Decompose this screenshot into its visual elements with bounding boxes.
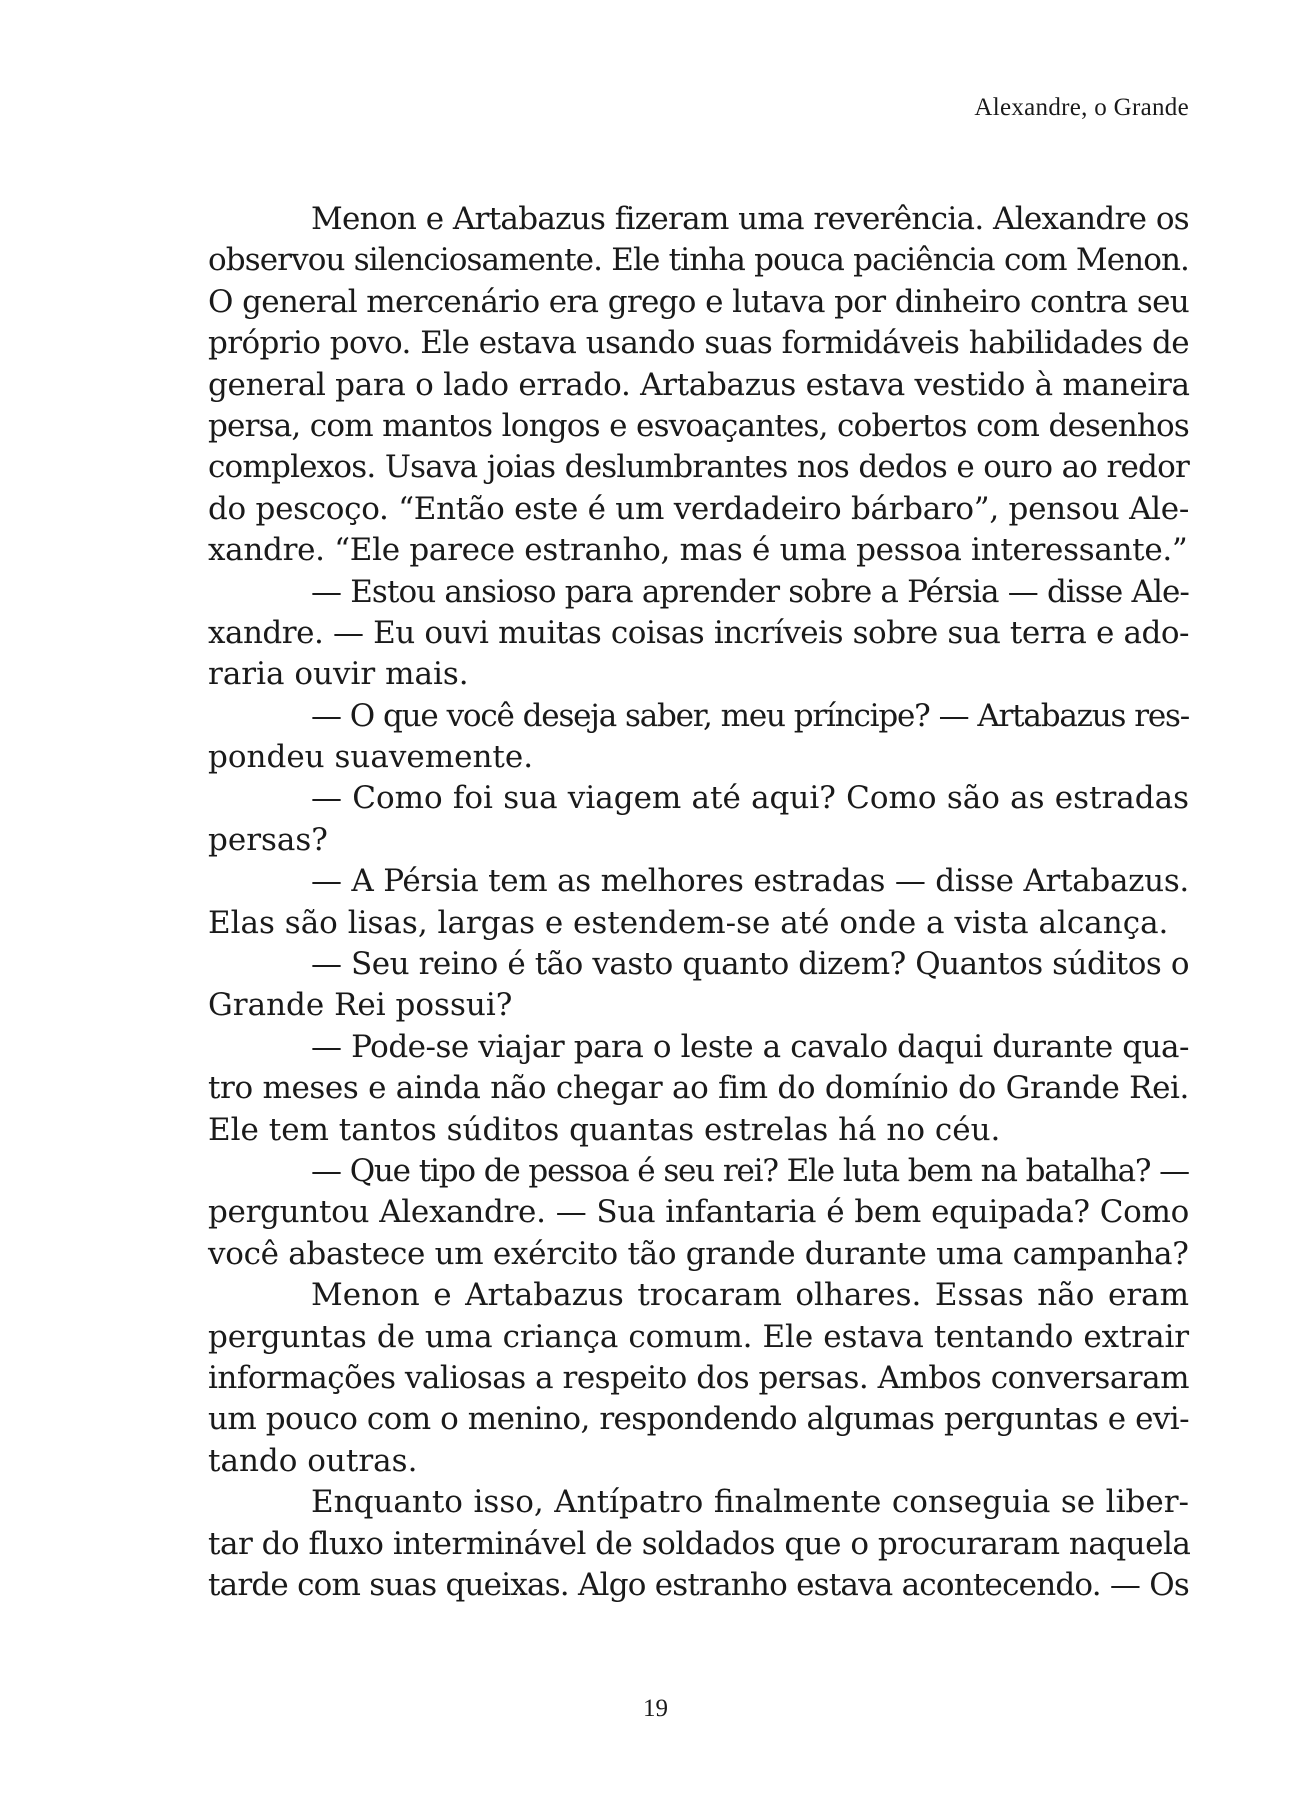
text-line: do pescoço. “Então este é um verdadeiro bárbaro”, pensou Ale- xyxy=(208,490,1189,527)
text-line: O general mercenário era grego e lutava por dinheiro contra seu xyxy=(208,283,1189,320)
text-line: — O que você deseja saber, meu príncipe? — Artabazus res- xyxy=(311,697,1189,734)
text-line: informações valiosas a respeito dos persas. Ambos conversaram xyxy=(208,1359,1189,1396)
text-line: Menon e Artabazus trocaram olhares. Essas não eram xyxy=(311,1277,1189,1314)
text-line: tar do fluxo interminável de soldados que o procuraram naquela xyxy=(208,1525,1191,1562)
text-line: você abastece um exército tão grande durante uma campanha? xyxy=(208,1235,1189,1272)
text-line: tando outras. xyxy=(208,1442,418,1479)
text-line: complexos. Usava joias deslumbrantes nos dedos e ouro ao redor xyxy=(208,449,1189,486)
text-line: — A Pérsia tem as melhores estradas — disse Artabazus. xyxy=(311,863,1189,900)
text-line: — Estou ansioso para aprender sobre a Pérsia — disse Ale- xyxy=(311,573,1189,610)
text-line: Elas são lisas, largas e estendem-se até onde a vista alcança. xyxy=(208,904,1169,941)
text-line: Ele tem tantos súditos quantas estrelas há no céu. xyxy=(208,1111,1001,1148)
text-line: um pouco com o menino, respondendo algumas perguntas e evi- xyxy=(208,1401,1189,1438)
text-line: próprio povo. Ele estava usando suas formidáveis habilidades de xyxy=(208,325,1189,362)
text-line: Grande Rei possui? xyxy=(208,987,513,1024)
text-line: observou silenciosamente. Ele tinha pouca paciência com Menon. xyxy=(208,242,1189,279)
body-text xyxy=(208,199,1189,1606)
text-line: xandre. “Ele parece estranho, mas é uma pessoa interessante.” xyxy=(208,532,1188,569)
text-line: — Seu reino é tão vasto quanto dizem? Quantos súditos o xyxy=(311,946,1189,983)
running-head: Alexandre, o Grande xyxy=(974,94,1189,121)
text-line: tarde com suas queixas. Algo estranho estava acontecendo. — Os xyxy=(208,1566,1189,1603)
text-line: Enquanto isso, Antípatro finalmente conseguia se liber- xyxy=(311,1484,1189,1521)
text-line: persa, com mantos longos e esvoaçantes, cobertos com desenhos xyxy=(208,407,1189,444)
text-line: pondeu suavemente. xyxy=(208,739,534,776)
text-line: persas? xyxy=(208,821,328,858)
text-line: perguntas de uma criança comum. Ele estava tentando extrair xyxy=(208,1318,1189,1355)
text-line: raria ouvir mais. xyxy=(208,656,469,693)
page-number: 19 xyxy=(643,1695,668,1722)
text-line: — Que tipo de pessoa é seu rei? Ele luta bem na batalha? — xyxy=(311,1152,1189,1189)
text-line: tro meses e ainda não chegar ao fim do domínio do Grande Rei. xyxy=(208,1070,1189,1107)
text-line: — Pode-se viajar para o leste a cavalo daqui durante qua- xyxy=(311,1028,1189,1065)
text-line: xandre. — Eu ouvi muitas coisas incríveis sobre sua terra e ado- xyxy=(208,614,1189,651)
text-line: — Como foi sua viagem até aqui? Como são as estradas xyxy=(311,780,1189,817)
text-line: Menon e Artabazus fizeram uma reverência. Alexandre os xyxy=(311,201,1189,237)
text-line: general para o lado errado. Artabazus estava vestido à maneira xyxy=(208,366,1190,403)
text-line: perguntou Alexandre. — Sua infantaria é bem equipada? Como xyxy=(208,1194,1189,1231)
